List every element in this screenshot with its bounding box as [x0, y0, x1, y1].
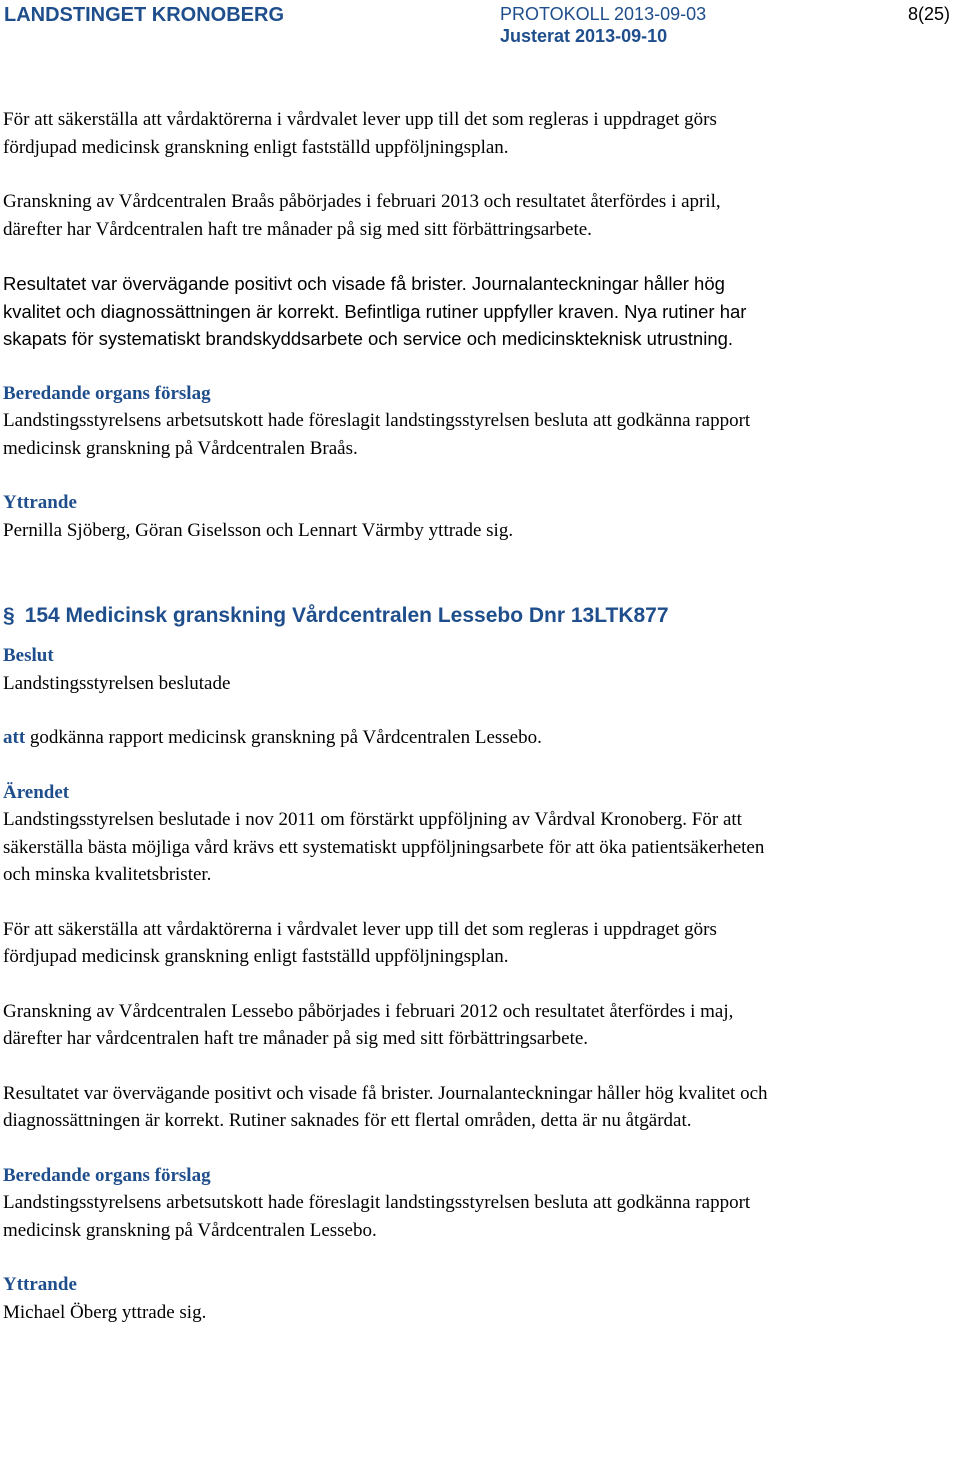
block-beredande-lessebo	[3, 1162, 943, 1245]
block-beslut	[3, 642, 943, 697]
paragraph-lessebo-followup: För att säkerställa att vårdaktörerna i vårdvalet lever upp till det som regleras i uppdraget görs fördjupad medicinsk granskning enligt fastställd uppföljningsplan.	[3, 918, 717, 967]
heading-beredande-organs-forslag-2: Beredande organs förslag	[3, 1164, 211, 1186]
paragraph-sign: §	[3, 604, 15, 627]
decision-att-line	[3, 724, 943, 752]
text-beredande-lessebo: Landstingsstyrelsens arbetsutskott hade föreslagit landstingsstyrelsen besluta att godkänna rapport medicinsk granskning på Vårdcentralen Lessebo.	[3, 1192, 751, 1241]
heading-yttrande-2: Yttrande	[3, 1274, 77, 1295]
protocol-date: PROTOKOLL 2013-09-03	[500, 4, 707, 24]
att-word: att	[3, 727, 26, 748]
paragraph-braas-review: Granskning av Vårdcentralen Braås påbörjades i februari 2013 och resultatet återfördes i april, därefter har Vårdcentralen haft tre månader på sig med sitt förbättringsarbete.	[3, 191, 721, 240]
page-number: 8(25)	[907, 4, 950, 24]
heading-yttrande: Yttrande	[3, 492, 77, 513]
paragraph-lessebo-result: Resultatet var övervägande positivt och visade få brister. Journalanteckningar håller hög kvalitet och diagnossättningen är korrekt. Rutiner saknades för ett flertal områden, detta är nu åtgärdat.	[3, 1082, 768, 1131]
block-yttrande-lessebo	[3, 1271, 943, 1326]
text-yttrande-braas: Pernilla Sjöberg, Göran Giselsson och Lennart Värmby yttrade sig.	[3, 519, 514, 541]
text-beredande-braas: Landstingsstyrelsens arbetsutskott hade föreslagit landstingsstyrelsen besluta att godkänna rapport medicinsk granskning på Vårdcentralen Braås.	[3, 410, 751, 459]
heading-beredande-organs-forslag: Beredande organs förslag	[3, 382, 211, 404]
paragraph-braas-result: Resultatet var övervägande positivt och visade få brister. Journalanteckningar håller hög kvalitet och diagnossättningen är korrekt. Befintliga rutiner uppfyller kraven. Nya rutiner har skapats för systematiskt brandskyddsarbete och service och medicinskteknisk utrustning.	[3, 273, 747, 349]
text-yttrande-lessebo: Michael Öberg yttrade sig.	[3, 1301, 207, 1323]
heading-beslut: Beslut	[3, 645, 54, 666]
document-body	[3, 106, 943, 1326]
adjusted-date: Justerat 2013-09-10	[500, 26, 668, 46]
page-header	[0, 0, 960, 60]
text-arendet: Landstingsstyrelsen beslutade i nov 2011 om förstärkt uppföljning av Vårdval Kronoberg. För att säkerställa bästa möjliga vård krävs ett systematiskt uppföljningsarbete för att öka patientsäkerheten och minska kvalitetsbrister.	[3, 809, 765, 885]
block-beredande-braas	[3, 380, 943, 463]
text-beslut: Landstingsstyrelsen beslutade	[3, 672, 231, 694]
paragraph-followup-intro: För att säkerställa att vårdaktörerna i vårdvalet lever upp till det som regleras i uppdraget görs fördjupad medicinsk granskning enligt fastställd uppföljningsplan.	[3, 109, 717, 158]
decision-text: godkänna rapport medicinsk granskning på Vårdcentralen Lessebo.	[29, 727, 542, 748]
section-title-154: 154 Medicinsk granskning Vårdcentralen Lessebo Dnr 13LTK877	[24, 604, 669, 627]
block-arendet	[3, 779, 943, 889]
heading-arendet: Ärendet	[3, 781, 70, 803]
block-yttrande-braas	[3, 489, 943, 544]
section-heading-154	[3, 602, 943, 630]
paragraph-lessebo-review: Granskning av Vårdcentralen Lessebo påbörjades i februari 2012 och resultatet återfördes i maj, därefter har vårdcentralen haft tre månader på sig med sitt förbättringsarbete.	[3, 1000, 734, 1049]
organization-name: LANDSTINGET KRONOBERG	[4, 4, 284, 26]
